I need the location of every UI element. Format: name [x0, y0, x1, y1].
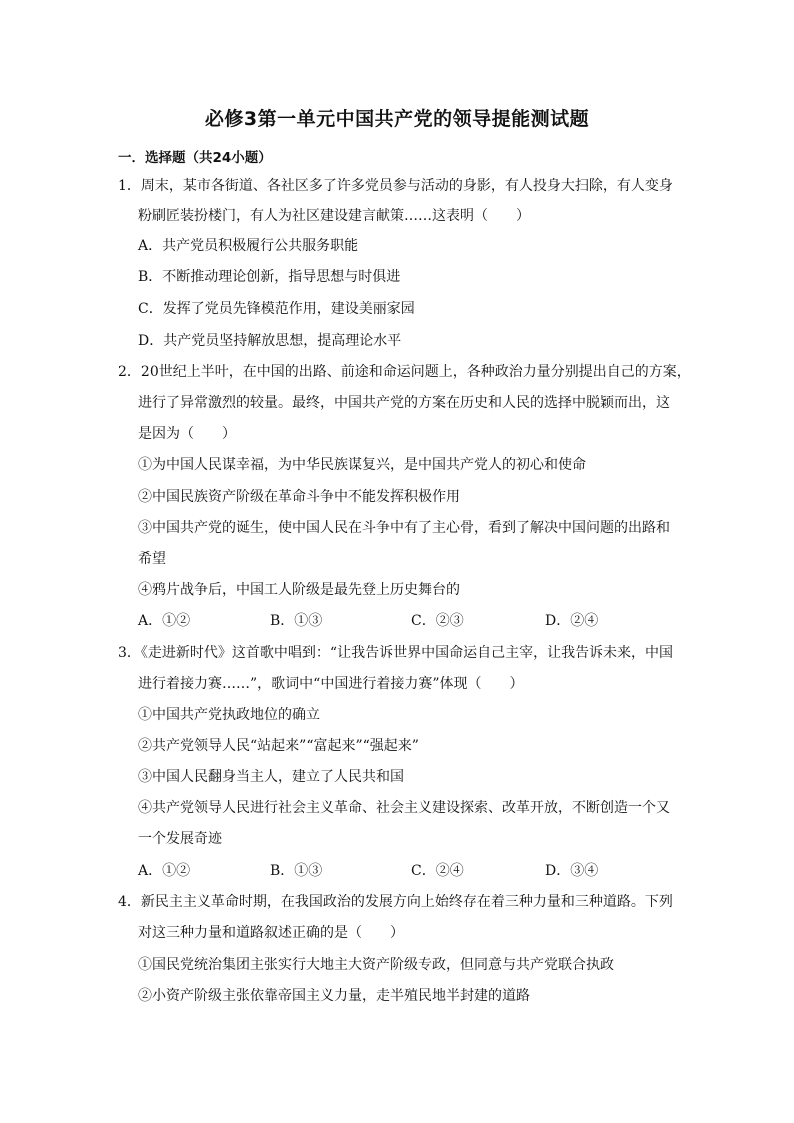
q3-option-a: A．①② — [138, 863, 191, 879]
q2-stem-line-1: 2．20世纪上半叶，在中国的出路、前途和命运问题上，各种政治力量分别提出自己的方案， — [118, 364, 691, 380]
q2-option-b: B．①③ — [270, 613, 323, 629]
q2-option-d: D．②④ — [545, 613, 599, 629]
q3-option-d: D．③④ — [545, 863, 599, 879]
q2-stem-line-2: 进行了异常激烈的较量。最终，中国共产党的方案在历史和人民的选择中脱颖而出，这 — [138, 395, 670, 411]
q2-stem-line-3: 是因为（ ） — [138, 426, 236, 442]
q3-item-2: ②共产党领导人民“站起来”“富起来”“强起来” — [138, 738, 419, 754]
q4-stem-line-1: 4．新民主主义革命时期，在我国政治的发展方向上始终存在着三种力量和三种道路。下列 — [118, 894, 673, 910]
q2-item-3-continued: 希望 — [138, 551, 166, 567]
q3-item-4-continued: 一个发展奇迹 — [138, 831, 222, 847]
q1-option-b: B．不断推动理论创新，指导思想与时俱进 — [138, 269, 401, 285]
q3-stem-line-2: 进行着接力赛……”，歌词中“中国进行着接力赛”体现（ ） — [138, 676, 524, 692]
q2-item-4: ④鸦片战争后，中国工人阶级是最先登上历史舞台的 — [138, 582, 460, 598]
q3-option-c: C．②④ — [411, 863, 464, 879]
q4-stem-line-2: 对这三种力量和道路叙述正确的是（ ） — [138, 925, 404, 941]
q2-item-3: ③中国共产党的诞生，使中国人民在斗争中有了主心骨，看到了解决中国问题的出路和 — [138, 520, 670, 536]
q4-item-2: ②小资产阶级主张依靠帝国主义力量，走半殖民地半封建的道路 — [138, 988, 530, 1004]
q1-stem-line-2: 粉刷匠装扮楼门，有人为社区建设建言献策……这表明（ ） — [138, 208, 530, 224]
q1-option-c: C．发挥了党员先锋模范作用，建设美丽家园 — [138, 301, 415, 317]
q1-stem-line-1: 1．周末，某市各街道、各社区多了许多党员参与活动的身影，有人投身大扫除，有人变身 — [118, 178, 673, 194]
q3-item-1: ①中国共产党执政地位的确立 — [138, 707, 320, 723]
q3-stem-line-1: 3．《走进新时代》这首歌中唱到：“让我告诉世界中国命运自己主宰，让我告诉未来，中国 — [118, 645, 674, 661]
q2-option-c: C．②③ — [411, 613, 464, 629]
section-heading: 一．选择题（共24小题） — [118, 150, 272, 166]
q2-option-a: A．①② — [138, 613, 191, 629]
q4-item-1: ①国民党统治集团主张实行大地主大资产阶级专政，但同意与共产党联合执政 — [138, 957, 614, 973]
q2-item-2: ②中国民族资产阶级在革命斗争中不能发挥积极作用 — [138, 489, 460, 505]
q3-item-4: ④共产党领导人民进行社会主义革命、社会主义建设探索、改革开放，不断创造一个又 — [138, 800, 670, 816]
q1-option-d: D．共产党员坚持解放思想，提高理论水平 — [138, 333, 402, 349]
q3-item-3: ③中国人民翻身当主人，建立了人民共和国 — [138, 769, 404, 785]
page-title: 必修3第一单元中国共产党的领导提能测试题 — [204, 108, 590, 130]
q3-option-b: B．①③ — [270, 863, 323, 879]
q1-option-a: A．共产党员积极履行公共服务职能 — [138, 238, 359, 254]
q2-item-1: ①为中国人民谋幸福，为中华民族谋复兴，是中国共产党人的初心和使命 — [138, 457, 586, 473]
